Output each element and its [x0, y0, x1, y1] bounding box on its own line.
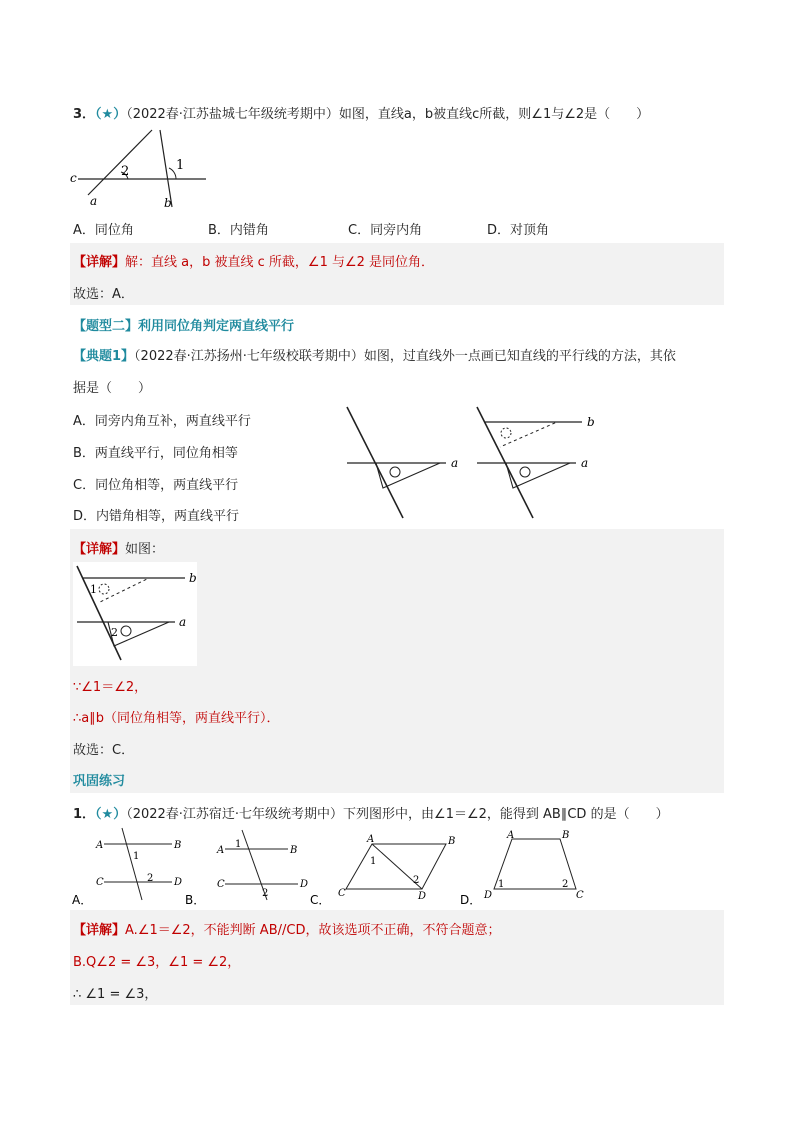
- label-a-2: a: [581, 456, 589, 470]
- svg-text:C: C: [338, 888, 346, 899]
- proof-step-1: ∵∠1＝∠2，: [73, 680, 148, 695]
- svg-text:1: 1: [498, 879, 505, 890]
- label-b: b: [164, 196, 172, 210]
- dashed-set-square: [493, 422, 557, 447]
- svg-text:B: B: [290, 845, 298, 856]
- label-2: 2: [111, 626, 118, 639]
- practice-solution: [70, 910, 724, 1005]
- option-c: C．: [310, 893, 331, 907]
- label-2: 2: [121, 164, 130, 179]
- label-c: c: [70, 171, 77, 185]
- svg-text:B: B: [174, 840, 182, 851]
- example-text: （2022春·江苏扬州·七年级校联考期中）如图，过直线外一点画已知直线的平行线的方法，其依: [134, 349, 676, 364]
- svg-text:C: C: [576, 890, 584, 901]
- question-number: 3．: [73, 107, 96, 122]
- detail-text: 如图：: [125, 542, 165, 557]
- option-d: D．内错角相等，两直线平行: [73, 509, 240, 524]
- practice-stem: [73, 803, 669, 822]
- difficulty-star: （★）: [95, 807, 127, 822]
- answer-text: 故选：C．: [73, 743, 135, 758]
- angle-1-arc: [169, 168, 176, 179]
- label-b: b: [189, 571, 197, 585]
- option-b: B．内错角: [208, 223, 269, 238]
- proof-step-2: ∴a∥b（同位角相等，两直线平行）．: [73, 711, 280, 726]
- detail-tag: 【详解】: [73, 542, 126, 557]
- practice-figures: [70, 826, 590, 910]
- difficulty-star: （★）: [95, 107, 127, 122]
- example-tag: 【典题1】: [73, 349, 135, 364]
- svg-text:A: A: [217, 845, 225, 856]
- label-a: a: [179, 615, 187, 629]
- option-b: B．: [185, 893, 206, 907]
- dashed-hole: [501, 428, 511, 438]
- svg-text:2: 2: [562, 879, 569, 890]
- practice-title: 巩固练习: [73, 774, 126, 789]
- label-b: b: [587, 415, 595, 429]
- option-c: C．同旁内角: [348, 223, 423, 238]
- solution-figure: [73, 562, 197, 666]
- option-c: C．同位角相等，两直线平行: [73, 478, 239, 493]
- example-stem: [73, 345, 676, 364]
- example-text-cont: 据是（ ）: [73, 381, 152, 396]
- svg-text:D: D: [418, 891, 427, 902]
- detail-tag: 【详解】: [73, 255, 126, 270]
- label-a: a: [451, 456, 459, 470]
- svg-text:C: C: [96, 877, 104, 888]
- svg-text:B: B: [562, 830, 570, 841]
- q3-stem: [73, 103, 649, 122]
- section-title: 【题型二】利用同位角判定两直线平行: [73, 319, 295, 334]
- option-d: D．: [460, 893, 482, 907]
- label-1: 1: [176, 158, 185, 173]
- question-text: （2022春·江苏盐城七年级统考期中）如图，直线a，b被直线c所截，则∠1与∠2是（ ）: [126, 107, 650, 122]
- example-figure: [340, 402, 610, 522]
- svg-text:B: B: [448, 836, 456, 847]
- svg-text:D: D: [300, 879, 309, 890]
- detail-text: A.∠1＝∠2，不能判断 AB//CD，故该选项不正确，不符合题意；: [125, 923, 501, 938]
- line-a: [88, 130, 152, 195]
- svg-text:D: D: [174, 877, 183, 888]
- solution-line-c: ∴ ∠1 = ∠3，: [73, 987, 158, 1002]
- option-b: B．两直线平行，同位角相等: [73, 446, 238, 461]
- answer-text: 故选：A．: [73, 287, 134, 302]
- svg-text:2: 2: [413, 875, 420, 886]
- label-1: 1: [90, 583, 97, 596]
- option-a: A．同旁内角互补，两直线平行: [73, 414, 251, 429]
- detail-text: 解：直线 a，b 被直线 c 所截，∠1 与∠2 是同位角．: [125, 255, 435, 270]
- detail-tag: 【详解】: [73, 923, 126, 938]
- set-square-hole-2: [520, 467, 530, 477]
- label-a: a: [90, 194, 98, 208]
- svg-text:A: A: [367, 834, 375, 845]
- svg-text:1: 1: [235, 839, 242, 850]
- option-a: A．同位角: [73, 223, 134, 238]
- option-d: D．对顶角: [487, 223, 550, 238]
- svg-text:C: C: [217, 879, 225, 890]
- example-solution: [70, 529, 724, 793]
- svg-text:1: 1: [133, 851, 140, 862]
- q3-figure: [70, 125, 215, 210]
- option-a: A．: [72, 893, 93, 907]
- solution-line-b: B.Q∠2 = ∠3，∠1 = ∠2，: [73, 955, 241, 970]
- question-text: （2022春·江苏宿迁·七年级统考期中）下列图形中，由∠1＝∠2，能得到 AB∥CD 的是（ ）: [126, 807, 669, 822]
- svg-text:2: 2: [147, 873, 154, 884]
- svg-text:A: A: [96, 840, 104, 851]
- svg-text:1: 1: [370, 856, 377, 867]
- question-number: 1．: [73, 807, 96, 822]
- svg-text:A: A: [507, 830, 515, 841]
- set-square-hole: [390, 467, 400, 477]
- q3-solution: [70, 243, 724, 305]
- svg-text:D: D: [484, 890, 493, 901]
- svg-text:2: 2: [262, 888, 269, 899]
